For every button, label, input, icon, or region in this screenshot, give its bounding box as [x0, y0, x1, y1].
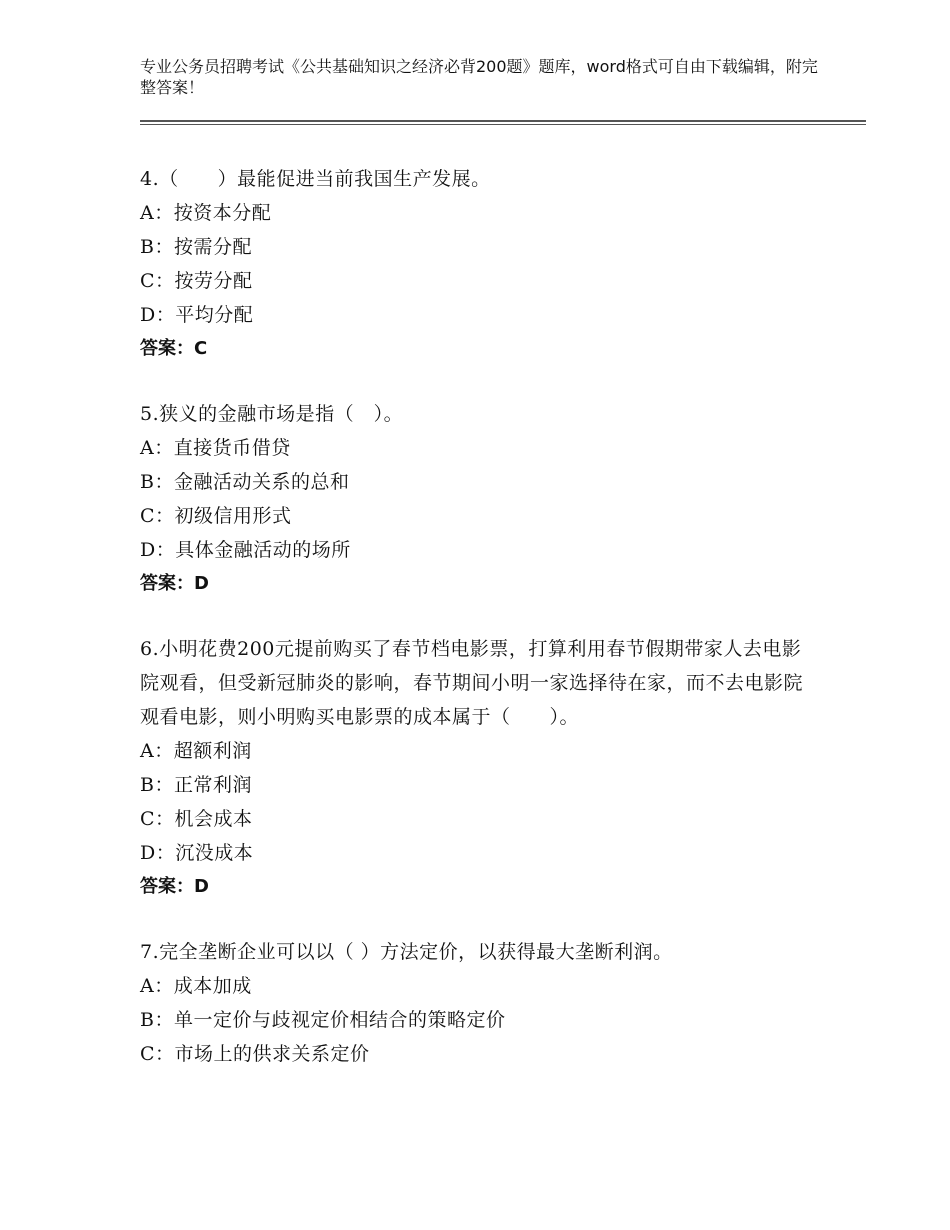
option-b: B：正常利润	[140, 774, 252, 796]
answer-label: 答案：	[140, 573, 194, 594]
option-a: A：成本加成	[140, 975, 252, 997]
option-b: B：按需分配	[140, 236, 252, 258]
question-list	[140, 162, 820, 1102]
answer-value: D	[194, 876, 209, 897]
answer-value: D	[194, 573, 209, 594]
answer-label: 答案：	[140, 338, 194, 359]
question-4	[140, 162, 820, 366]
option-d: D：平均分配	[140, 304, 254, 326]
option-d: D：沉没成本	[140, 842, 254, 864]
question-7	[140, 935, 820, 1071]
answer	[140, 332, 820, 366]
question-stem: 6.小明花费200元提前购买了春节档电影票，打算利用春节假期带家人去电影院观看，但受新冠肺炎的影响，春节期间小明一家选择待在家，而不去电影院观看电影，则小明购买电影票的成本属于（ ）。	[140, 638, 804, 728]
document-header	[140, 56, 820, 98]
option-a: A：按资本分配	[140, 202, 272, 224]
option-a: A：直接货币借贷	[140, 437, 291, 459]
question-stem: 4.（ ）最能促进当前我国生产发展。	[140, 168, 491, 190]
option-c: C：按劳分配	[140, 270, 253, 292]
question-stem: 7.完全垄断企业可以以（ ）方法定价，以获得最大垄断利润。	[140, 941, 673, 963]
question-5	[140, 397, 820, 601]
header-text: 专业公务员招聘考试《公共基础知识之经济必背200题》题库，word格式可自由下载编辑，附完整答案！	[140, 57, 818, 97]
option-a: A：超额利润	[140, 740, 252, 762]
question-6	[140, 632, 820, 904]
question-stem: 5.狭义的金融市场是指（ ）。	[140, 403, 404, 425]
option-b: B：金融活动关系的总和	[140, 471, 350, 493]
option-c: C：初级信用形式	[140, 505, 292, 527]
answer	[140, 870, 820, 904]
option-d: D：具体金融活动的场所	[140, 539, 351, 561]
option-b: B：单一定价与歧视定价相结合的策略定价	[140, 1009, 506, 1031]
option-c: C：市场上的供求关系定价	[140, 1043, 370, 1065]
header-rule-thick	[140, 120, 866, 122]
header-rule-thin	[140, 124, 866, 125]
answer-value: C	[194, 338, 208, 359]
answer-label: 答案：	[140, 876, 194, 897]
answer	[140, 567, 820, 601]
option-c: C：机会成本	[140, 808, 253, 830]
